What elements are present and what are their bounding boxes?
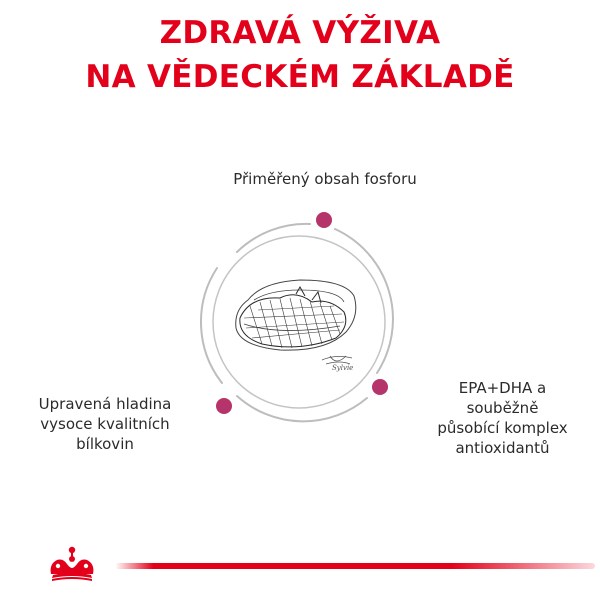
outer-ring-top-arc xyxy=(237,224,310,252)
benefit-left-line: bílkovin xyxy=(76,435,134,453)
benefit-right-line: antioxidantů xyxy=(455,439,550,457)
outer-ring-left-arc xyxy=(201,268,222,383)
inner-ring xyxy=(213,236,385,408)
artist-signature: Sylvie xyxy=(332,364,354,372)
benefit-right-line: EPA+DHA a xyxy=(458,379,547,397)
marker-dot-top xyxy=(316,212,332,228)
footer-divider xyxy=(115,563,595,569)
cat-illustration xyxy=(236,280,356,364)
benefit-right-label xyxy=(410,378,595,458)
benefit-right-line: působící komplex xyxy=(437,419,568,437)
marker-dot-left xyxy=(216,398,232,414)
benefit-top-label: Přiměřený obsah fosforu xyxy=(233,170,417,188)
cushion-sketch xyxy=(236,280,356,350)
page-title-line-1: ZDRAVÁ VÝŽIVA xyxy=(159,15,441,51)
benefit-left-line: vysoce kvalitních xyxy=(40,415,170,433)
marker-dot-right xyxy=(372,379,388,395)
bowl-sketch xyxy=(322,356,352,364)
crown-icon xyxy=(37,544,107,584)
benefit-right-line: souběžně xyxy=(466,399,539,417)
page-title-line-2: NA VĚDECKÉM ZÁKLADĚ xyxy=(85,59,515,95)
benefit-left-label xyxy=(20,394,190,454)
benefit-left-line: Upravená hladina xyxy=(38,395,172,413)
